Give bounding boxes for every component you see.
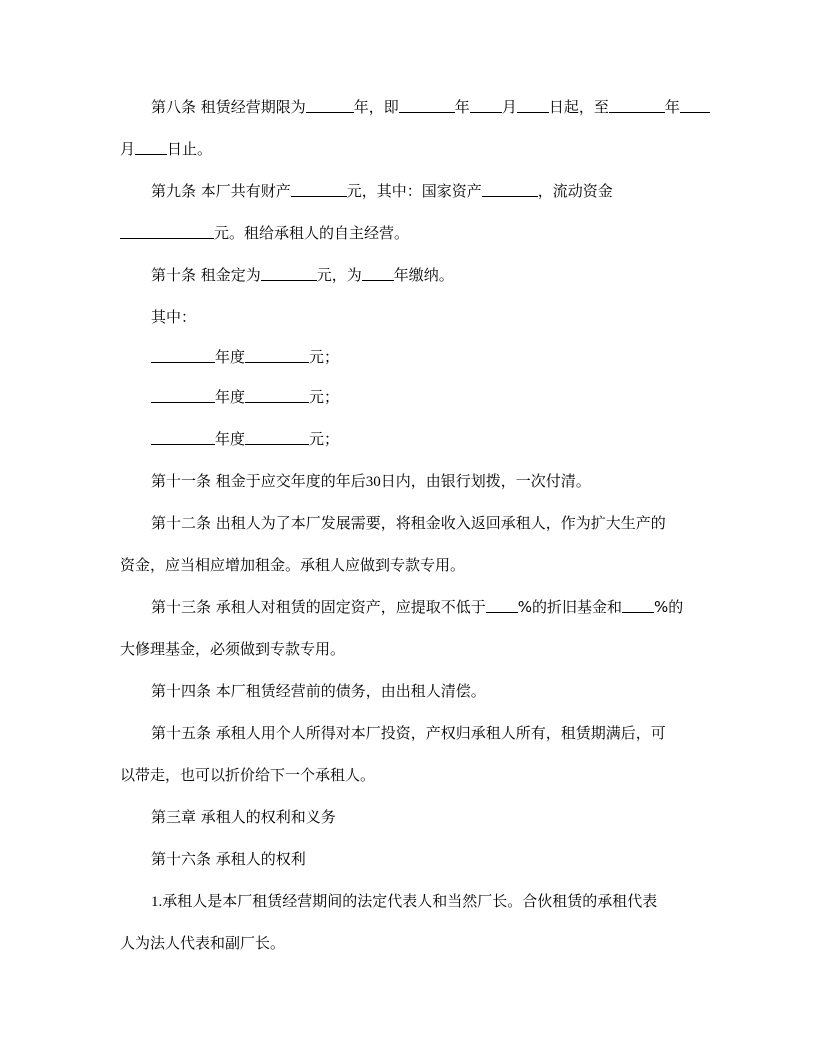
rent-year-row-3 [151,428,696,450]
blank-field [151,386,215,403]
article-12-line-2 [120,554,696,576]
text-segment: %的折旧基金和 [517,598,623,616]
chapter-heading: 第三章 承租人的权利和义务 [151,808,336,826]
article-14 [151,680,696,702]
chapter-3-heading [151,806,696,828]
text-segment: 日起，至 [548,98,609,116]
rent-year-row-1 [151,346,696,368]
article-9-line-2 [120,222,696,244]
text-segment: 年 [664,98,680,116]
blank-field [362,264,394,281]
blank-field [151,428,215,445]
article-12-line-1 [151,512,696,534]
blank-field [245,386,309,403]
article-13-line-1 [151,596,696,618]
article-16-heading [151,848,696,870]
text-segment: 资金，应当相应增加租金。承租人应做到专款专用。 [120,556,466,574]
blank-field [245,346,309,363]
blank-field [470,96,502,113]
blank-field [306,96,354,113]
days-number: 30 [365,474,381,490]
text-segment: 元，其中：国家资产 [346,182,482,200]
text-segment: 年缴纳。 [393,266,454,284]
text-segment: 人为法人代表和副厂长。 [120,934,286,952]
blank-field [482,180,538,197]
blank-field [517,96,549,113]
blank-field [120,222,214,239]
text-segment: 年度 [215,348,246,366]
text-segment: 年 [454,98,470,116]
article-15-line-2 [120,764,696,786]
article-11-text: 第十一条 租金于应交年度的年后 [151,472,366,490]
article-heading: 第十六条 承租人的权利 [151,850,306,868]
blank-field [135,138,167,155]
text-segment: ，流动资金 [537,182,613,200]
text-segment: 月 [120,140,136,158]
text-segment: 其中： [151,308,197,326]
article-11 [151,470,696,492]
blank-field [486,596,518,613]
text-segment: 年度 [215,388,246,406]
text-segment: 承租人是本厂租赁经营期间的法定代表人和当然厂长。合伙租赁的承租代表 [162,892,658,910]
text-segment: 年，即 [353,98,399,116]
blank-field [399,96,455,113]
article-9-line-1 [151,180,696,202]
article-10-text: 第十条 租金定为 [151,266,261,284]
blank-field [245,428,309,445]
article-13-text: 第十三条 承租人对租赁的固定资产，应提取不低于 [151,598,486,616]
blank-field [261,264,317,281]
text-segment: 元； [309,388,340,406]
article-10-line-2 [151,306,696,328]
text-segment: 元； [309,430,340,448]
text-segment: 日止。 [167,140,213,158]
item-1-line-1 [151,890,696,912]
blank-field [609,96,665,113]
article-8-line-1 [151,96,696,118]
article-15-line-1 [151,722,696,744]
article-15-text: 第十五条 承租人用个人所得对本厂投资，产权归承租人所有，租赁期满后，可 [151,724,666,742]
text-segment: 日内，由银行划拨，一次付清。 [380,472,591,490]
article-8-line-2 [120,138,696,160]
text-segment: 元。租给承租人的自主经营。 [214,224,410,242]
item-number: 1. [151,894,163,910]
text-segment: 月 [501,98,517,116]
text-segment: 年度 [215,430,246,448]
blank-field [680,96,710,113]
rent-year-row-2 [151,386,696,408]
text-segment: 元； [309,348,340,366]
article-12-text: 第十二条 出租人为了本厂发展需要，将租金收入返回承租人，作为扩大生产的 [151,514,666,532]
text-segment: 以带走，也可以折价给下一个承租人。 [120,766,376,784]
text-segment: 大修理基金，必须做到专款专用。 [120,640,346,658]
article-9-text: 第九条 本厂共有财产 [151,182,291,200]
item-1-line-2 [120,932,696,954]
blank-field [622,596,654,613]
article-14-text: 第十四条 本厂租赁经营前的债务，由出租人清偿。 [151,682,486,700]
article-10-line-1 [151,264,696,286]
article-8-text: 第八条 租赁经营期限为 [151,98,306,116]
text-segment: 元，为 [316,266,362,284]
text-segment: %的 [654,598,684,616]
article-13-line-2 [120,638,696,660]
blank-field [151,346,215,363]
blank-field [291,180,347,197]
